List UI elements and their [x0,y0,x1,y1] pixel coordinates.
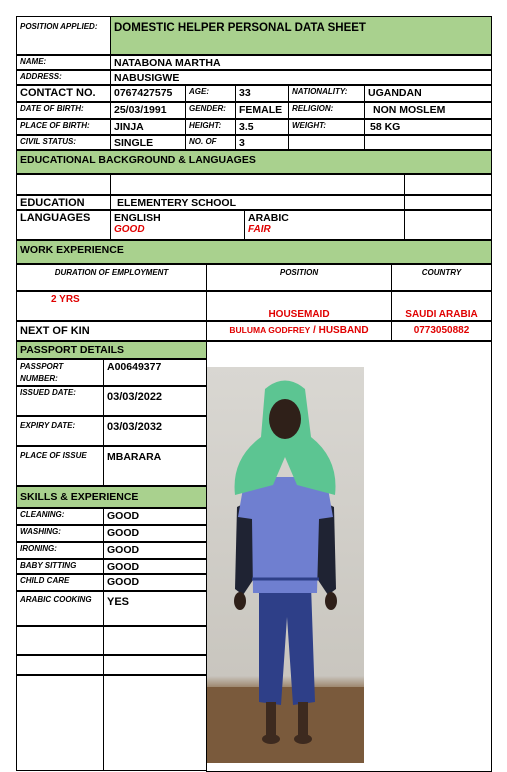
address-value: NABUSIGWE [110,70,492,85]
height-label: HEIGHT: [185,119,236,135]
left-hand-shape [234,592,246,610]
education-value: ELEMENTERY SCHOOL [110,195,405,210]
gender-label: GENDER: [185,102,236,119]
skill-value: GOOD [103,574,207,591]
contact-value: 0767427575 [110,85,186,102]
position-applied-label: POSITION APPLIED: [16,16,111,55]
person-illustration [207,367,364,763]
country-column-header: COUNTRY [391,264,492,291]
right-ankle-shape [298,702,308,738]
skill-value: GOOD [103,525,207,542]
skill-label: BABY SITTING [16,559,104,574]
dob-label: DATE OF BIRTH: [16,102,111,119]
dob-value: 25/03/1991 [110,102,186,119]
passport-number-label: PASSPORT NUMBER: [16,359,104,386]
skill-value: GOOD [103,542,207,559]
nationality-value: UGANDAN [364,85,492,102]
religion-value: NON MOSLEM [364,102,492,119]
right-hand-shape [325,592,337,610]
floor-shape [207,687,364,763]
skill-label: IRONING: [16,542,104,559]
weight-label: WEIGHT: [288,119,365,135]
issued-date-value: 03/03/2022 [103,386,207,416]
passport-section-header: PASSPORT DETAILS [16,341,207,359]
education-label: EDUCATION [16,195,111,210]
skill-label: CLEANING: [16,508,104,525]
skill-label: WASHING: [16,525,104,542]
education-section-header: EDUCATIONAL BACKGROUND & LANGUAGES [16,150,492,174]
empty-cell [404,174,492,195]
place-of-issue-label: PLACE OF ISSUE [16,446,104,486]
language-english-name: ENGLISH [114,212,161,224]
language-arabic-level: FAIR [248,224,271,235]
address-label: ADDRESS: [16,70,111,85]
skill-value: GOOD [103,559,207,574]
empty-cell [288,135,365,150]
skill-label: ARABIC COOKING [16,591,104,626]
empty-cell [16,655,104,675]
height-value: 3.5 [235,119,289,135]
empty-cell [16,626,104,655]
empty-cell [103,655,207,675]
country-value: SAUDI ARABIA [391,291,492,321]
language-arabic-name: ARABIC [248,212,289,224]
civil-status-value: SINGLE [110,135,186,150]
children-value: 3 [235,135,289,150]
pob-label: PLACE OF BIRTH: [16,119,111,135]
language-english-level: GOOD [114,224,145,235]
empty-cell [110,174,405,195]
position-column-header: POSITION [206,264,392,291]
empty-cell [364,135,492,150]
page-title: DOMESTIC HELPER PERSONAL DATA SHEET [110,16,492,55]
empty-cell [16,675,104,771]
language-arabic [244,210,405,240]
empty-cell [404,210,492,240]
duration-value: 2 YRS [16,291,207,321]
kin-name: BULUMA GODFREY [229,325,311,335]
weight-value: 58 KG [364,119,492,135]
empty-cell [103,675,207,771]
next-of-kin-label: NEXT OF KIN [16,321,207,341]
passport-number-value: A00649377 [103,359,207,386]
empty-cell [16,174,111,195]
issued-date-label: ISSUED DATE: [16,386,104,416]
expiry-date-label: EXPIRY DATE: [16,416,104,446]
duration-column-header: DURATION OF EMPLOYMENT [16,264,207,291]
skill-value: GOOD [103,508,207,525]
nationality-label: NATIONALITY: [288,85,365,102]
name-label: NAME: [16,55,111,70]
face-shape [269,399,301,439]
contact-label: CONTACT NO. [16,85,111,102]
position-value: HOUSEMAID [206,291,392,321]
civil-status-label: CIVIL STATUS: [16,135,111,150]
children-label: NO. OF [185,135,236,150]
languages-label: LANGUAGES [16,210,111,240]
empty-cell [404,195,492,210]
language-english [110,210,245,240]
skill-label: CHILD CARE [16,574,104,591]
next-of-kin-name [206,321,392,341]
kin-relation: / HUSBAND [310,325,369,336]
next-of-kin-phone: 0773050882 [391,321,492,341]
gender-value: FEMALE [235,102,289,119]
religion-label: RELIGION: [288,102,365,119]
skill-value: YES [103,591,207,626]
skills-section-header: SKILLS & EXPERIENCE [16,486,207,508]
place-of-issue-value: MBARARA [103,446,207,486]
age-label: AGE: [185,85,236,102]
empty-cell [103,626,207,655]
pob-value: JINJA [110,119,186,135]
left-ankle-shape [266,702,276,738]
age-value: 33 [235,85,289,102]
work-section-header: WORK EXPERIENCE [16,240,492,264]
expiry-date-value: 03/03/2032 [103,416,207,446]
applicant-photo [207,367,364,763]
name-value: NATABONA MARTHA [110,55,492,70]
